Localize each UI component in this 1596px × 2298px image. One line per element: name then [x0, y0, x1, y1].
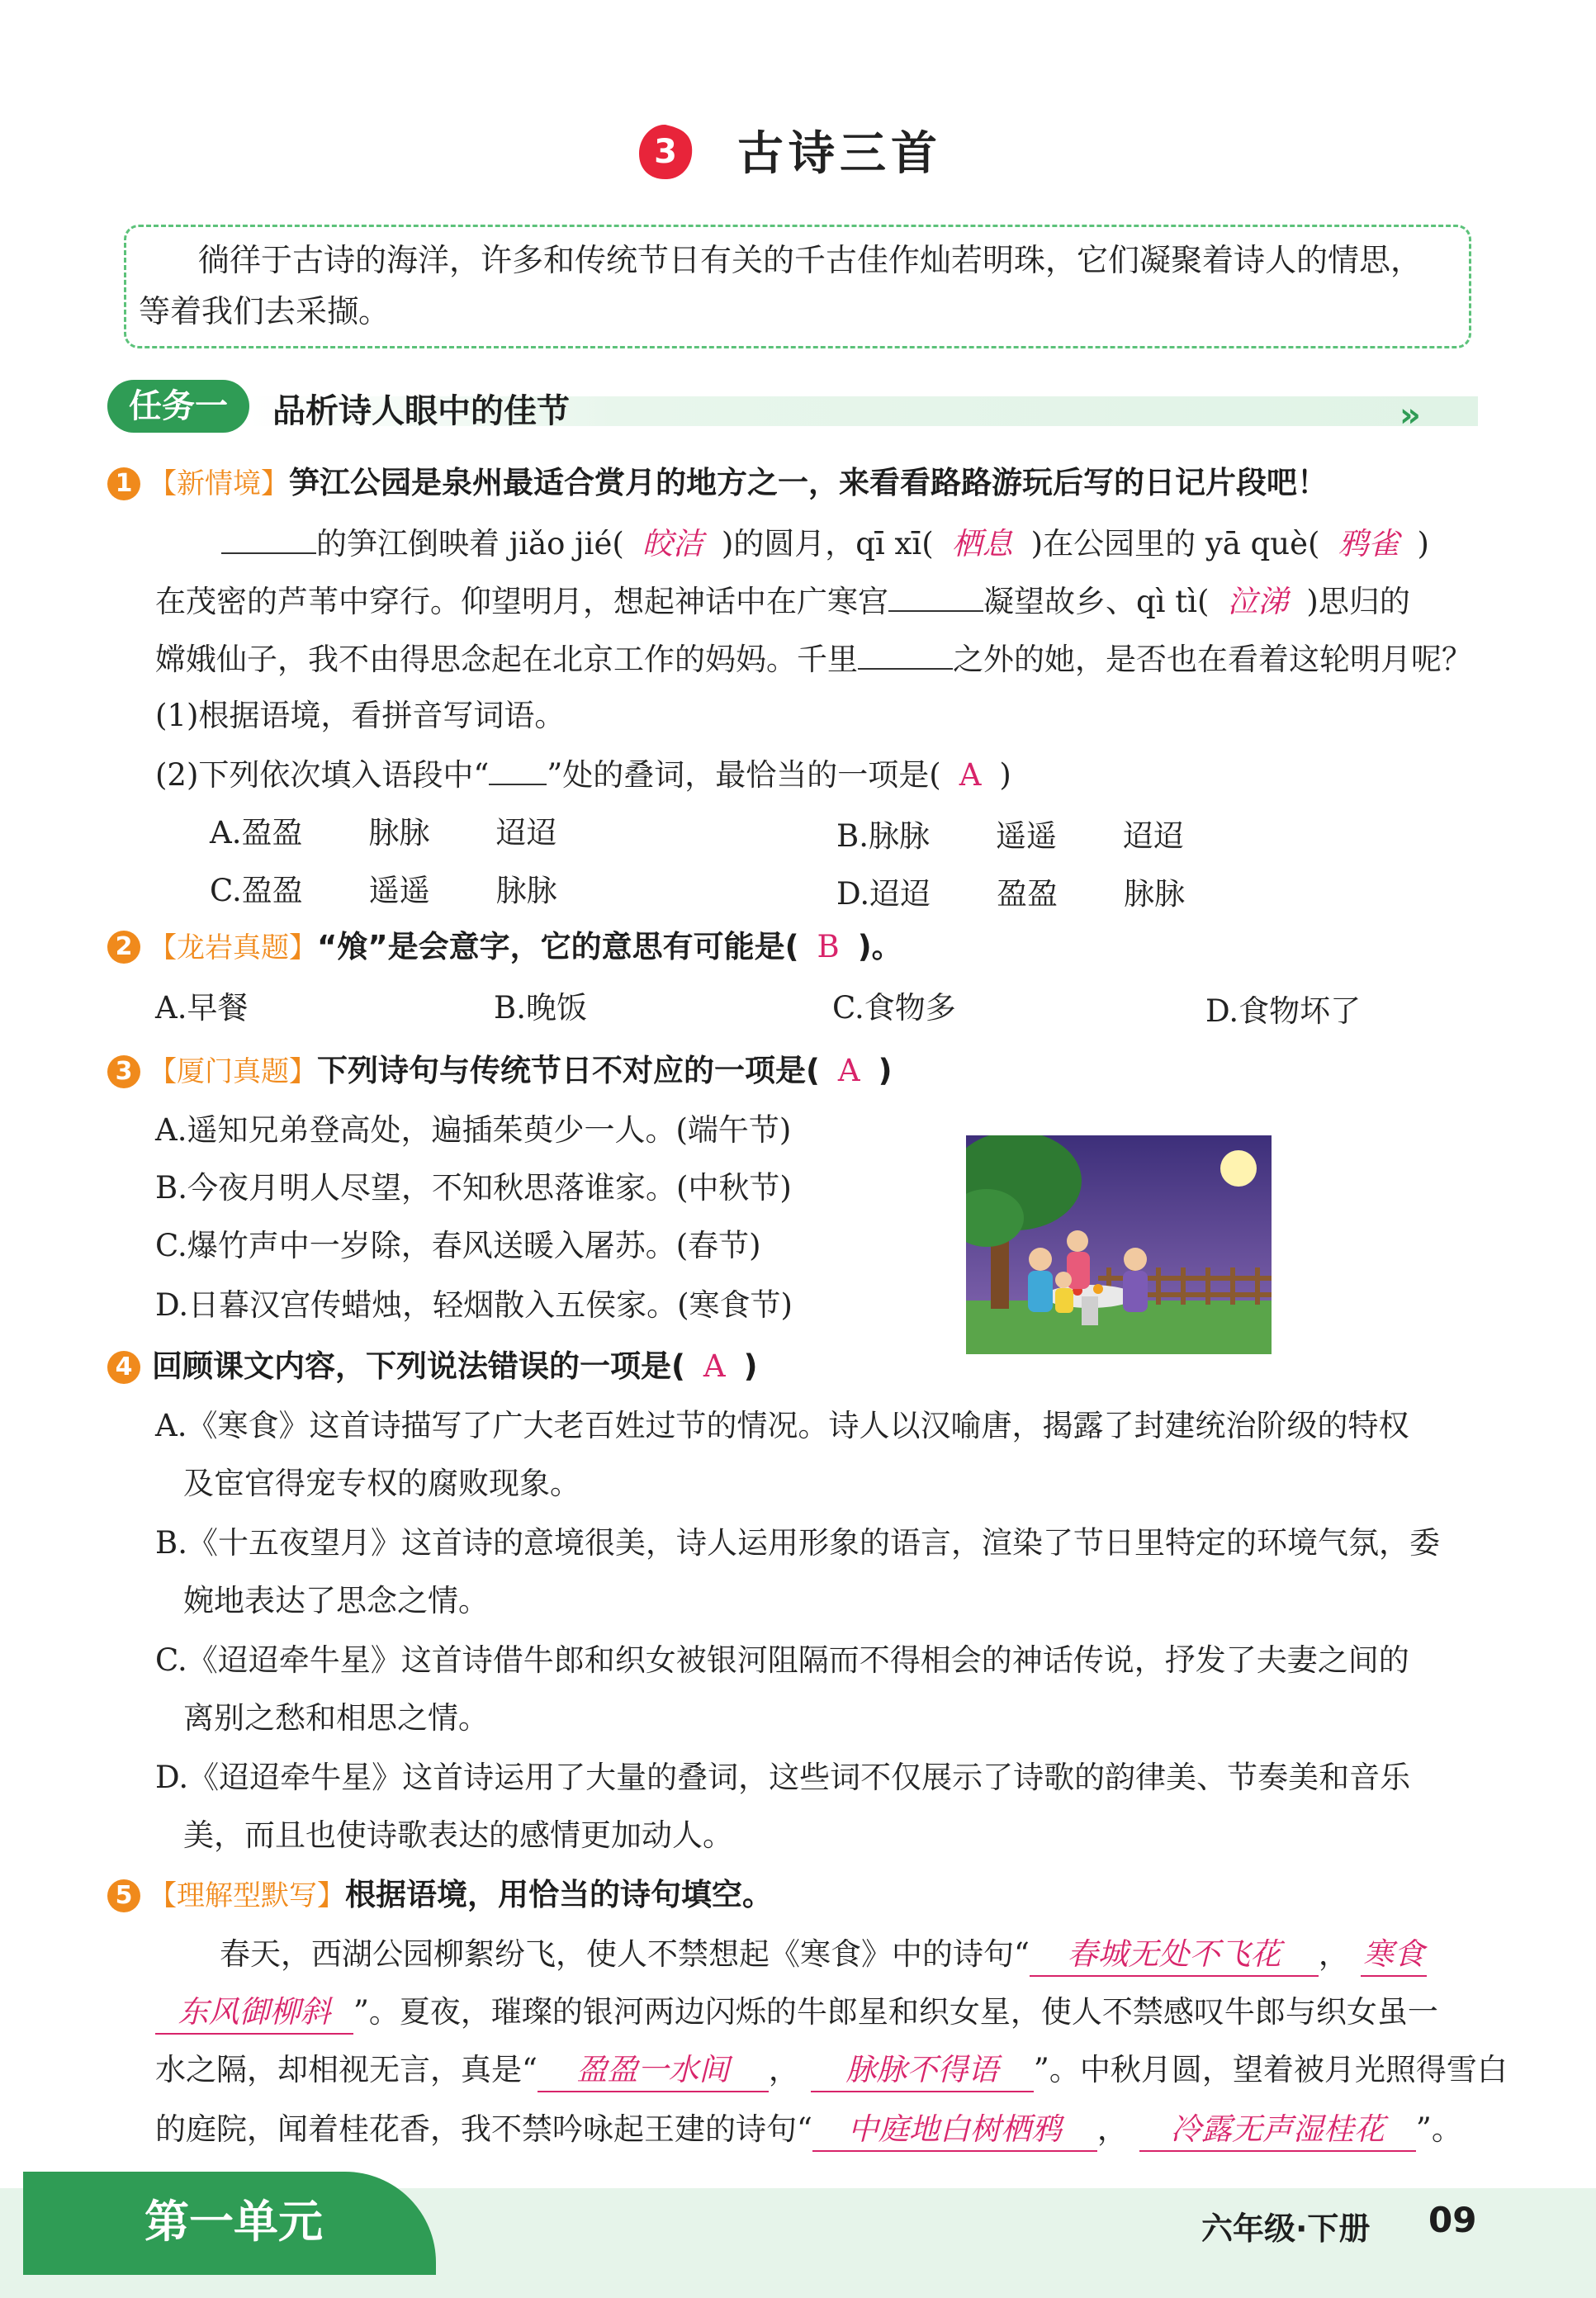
blank[interactable] [858, 668, 953, 670]
q3-option-d[interactable]: D.日暮汉宫传蜡烛，轻烟散入五侯家。(寒食节) [155, 1287, 793, 1323]
text: A.盈盈 [210, 815, 303, 850]
text: ”。中秋月圆，望着被月光照得雪白 [1033, 2052, 1508, 2087]
text: 盈盈 [997, 876, 1058, 912]
text: 回顾课文内容，下列说法错误的一项是( [152, 1348, 685, 1384]
lesson-number: 3 [654, 133, 677, 171]
question-1-header [149, 462, 1328, 505]
text: 之外的她，是否也在看着这轮明月呢？ [953, 642, 1472, 677]
task-title: 品析诗人眼中的佳节 [272, 392, 570, 430]
intro-line-2: 等着我们去采撷。 [139, 293, 391, 329]
text: 嫦娥仙子，我不由得思念起在北京工作的妈妈。千里 [155, 642, 858, 677]
q1-option-b[interactable] [836, 816, 1184, 857]
question-number-5: 5 [107, 1879, 140, 1912]
answer-field[interactable]: 盈盈一水间 [538, 2049, 769, 2092]
q4-option-d-line-1[interactable]: D.《迢迢牵牛星》这首诗运用了大量的叠词，这些词不仅展示了诗歌的韵律美、节奏美和音乐 [155, 1760, 1411, 1795]
text: 迢迢 [1122, 818, 1184, 854]
text: ， [1096, 2111, 1128, 2147]
answer-field[interactable]: 寒食 [1361, 1934, 1427, 1977]
text: C.盈盈 [210, 873, 303, 908]
q1-passage-line-2 [155, 581, 1410, 623]
blank [489, 784, 547, 785]
moon-family-illustration [966, 1135, 1272, 1354]
text: ) [1417, 526, 1429, 561]
footer-grade: 六年级·下册 [1201, 2210, 1371, 2247]
text: ”。夏夜，璀璨的银河两边闪烁的牛郎星和织女星，使人不禁感叹牛郎与织女虽一 [353, 1994, 1438, 2030]
question-1-text: 笋江公园是泉州最适合赏月的地方之一，来看看路路游玩后写的日记片段吧！ [289, 465, 1328, 500]
answer: A [959, 757, 982, 793]
footer-unit-label: 第一单元 [144, 2196, 323, 2248]
q4-option-a-line-1[interactable]: A.《寒食》这首诗描写了广大老百姓过节的情况。诗人以汉喻唐，揭露了封建统治阶级的特权 [155, 1408, 1409, 1443]
text: B.脉脉 [836, 818, 930, 854]
q4-option-a-line-2: 及宦官得宠专权的腐败现象。 [183, 1466, 580, 1501]
answer-field[interactable]: 冷露无声湿桂花 [1139, 2109, 1416, 2152]
double-chevron-icon: » [1399, 396, 1421, 434]
intro-line-1: 徜徉于古诗的海洋，许多和传统节日有关的千古佳作灿若明珠，它们凝聚着诗人的情思， [198, 242, 1423, 278]
text: 遥遥 [368, 873, 430, 908]
question-2-header [149, 926, 902, 969]
q2-option-b[interactable]: B.晚饭 [494, 990, 587, 1026]
q1-sub-1: (1)根据语境，看拼音写词语。 [155, 698, 566, 733]
blank[interactable] [221, 552, 316, 554]
q1-passage-line-1 [221, 524, 1429, 565]
q4-option-c-line-2: 离别之愁和相思之情。 [183, 1700, 489, 1736]
q2-option-d[interactable]: D.食物坏了 [1205, 993, 1362, 1029]
text: )的圆月，qī xī( [721, 526, 934, 561]
task-label: 任务一 [107, 380, 249, 433]
answer: A [703, 1348, 726, 1384]
q4-option-c-line-1[interactable]: C.《迢迢牵牛星》这首诗借牛郎和织女被银河阻隔而不得相会的神话传说，抒发了夫妻之间的 [155, 1642, 1409, 1678]
answer: 泣涕 [1227, 584, 1289, 619]
question-3-header [149, 1050, 893, 1092]
text: (2)下列依次填入语段中“ [155, 757, 490, 793]
blank[interactable] [888, 610, 983, 612]
q4-option-b-line-2: 婉地表达了思念之情。 [183, 1583, 489, 1618]
q3-option-c[interactable]: C.爆竹声中一岁除，春风送暖入屠苏。(春节) [155, 1228, 761, 1263]
answer: B [817, 929, 840, 964]
q1-option-d[interactable] [836, 874, 1185, 915]
q5-line-2 [155, 1992, 1438, 2035]
question-number-4: 4 [107, 1351, 140, 1384]
q3-option-b[interactable]: B.今夜月明人尽望，不知秋思落谁家。(中秋节) [155, 1170, 792, 1206]
text: ”处的叠词，最恰当的一项是( [547, 757, 941, 793]
page-number: 09 [1428, 2200, 1477, 2240]
answer-field[interactable]: 中庭地白树栖鸦 [812, 2109, 1097, 2152]
q1-sub-2 [155, 755, 1011, 796]
question-4-header [152, 1346, 758, 1387]
question-number-3: 3 [107, 1055, 140, 1088]
text: )。 [857, 929, 902, 964]
answer-field[interactable]: 东风御柳斜 [155, 1992, 353, 2035]
text: 春天，西湖公园柳絮纷飞，使人不禁想起《寒食》中的诗句“ [220, 1936, 1030, 1972]
question-3-tag: 【厦门真题】 [149, 1055, 317, 1088]
question-5-tag: 【理解型默写】 [149, 1879, 345, 1912]
text: 水之隔，却相视无言，真是“ [155, 2052, 538, 2087]
question-2-tag: 【龙岩真题】 [149, 931, 317, 964]
answer: 鸦雀 [1338, 526, 1399, 561]
q5-line-1 [220, 1934, 1427, 1977]
text: )在公园里的 yā què( [1030, 526, 1320, 561]
text: 凝望故乡、qì tì( [983, 584, 1210, 619]
question-5-header [149, 1874, 773, 1917]
answer: A [837, 1053, 860, 1088]
text: 脉脉 [495, 873, 557, 908]
text: )思归的 [1306, 584, 1410, 619]
text: 遥遥 [995, 818, 1057, 854]
text: ) [743, 1348, 758, 1384]
text: 根据语境，用恰当的诗句填空。 [345, 1877, 773, 1912]
q4-option-d-line-2: 美，而且也使诗歌表达的感情更加动人。 [183, 1817, 733, 1853]
lesson-title: 古诗三首 [737, 126, 942, 181]
text: ) [999, 757, 1011, 793]
text: ， [768, 2052, 799, 2087]
text: 脉脉 [368, 815, 430, 850]
answer-field[interactable]: 春城无处不飞花 [1030, 1934, 1319, 1977]
question-number-2: 2 [107, 931, 140, 964]
text: 的笋江倒映着 jiǎo jié( [316, 526, 624, 561]
text: “飧”是会意字，它的意思有可能是( [317, 929, 799, 964]
text: D.迢迢 [836, 876, 931, 912]
q5-line-3 [155, 2049, 1508, 2092]
text: 脉脉 [1124, 876, 1186, 912]
text: ) [878, 1053, 893, 1088]
answer-field[interactable]: 脉脉不得语 [811, 2049, 1034, 2092]
text: ， [1318, 1936, 1349, 1972]
question-number-1: 1 [107, 467, 140, 500]
text: 迢迢 [495, 815, 557, 850]
q3-option-a[interactable]: A.遥知兄弟登高处，遍插茱萸少一人。(端午节) [155, 1112, 792, 1148]
lesson-number-badge-icon [636, 122, 695, 182]
q1-option-c[interactable] [210, 870, 557, 912]
text: ”。 [1415, 2111, 1462, 2147]
text: 在茂密的芦苇中穿行。仰望明月，想起神话中在广寒宫 [155, 584, 888, 619]
q2-option-a[interactable]: A.早餐 [155, 990, 249, 1026]
q2-option-c[interactable]: C.食物多 [832, 990, 956, 1026]
q1-passage-line-3 [155, 639, 1472, 680]
answer: 栖息 [951, 526, 1013, 561]
q1-option-a[interactable] [210, 813, 556, 854]
text: 下列诗句与传统节日不对应的一项是( [317, 1053, 820, 1088]
text: 的庭院，闻着桂花香，我不禁吟咏起王建的诗句“ [155, 2111, 812, 2147]
q5-line-4 [155, 2109, 1462, 2152]
answer: 皎洁 [642, 526, 703, 561]
question-1-tag: 【新情境】 [149, 467, 289, 500]
q4-option-b-line-1[interactable]: B.《十五夜望月》这首诗的意境很美，诗人运用形象的语言，渲染了节日里特定的环境气氛，委 [155, 1525, 1440, 1561]
